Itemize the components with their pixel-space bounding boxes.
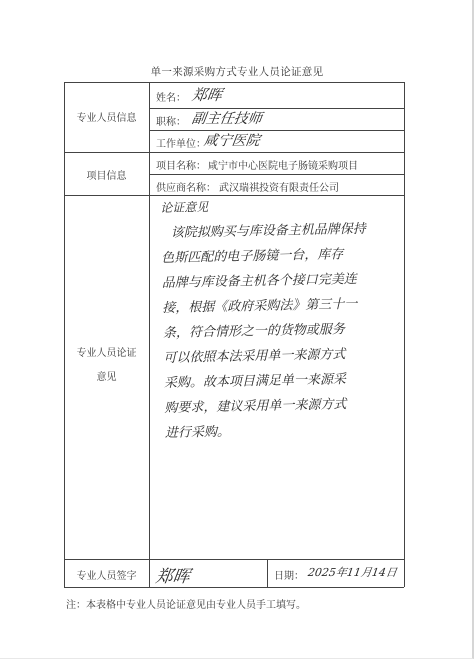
opinion-line: 该院拟购买与库设备主机品牌保持	[170, 221, 366, 241]
table-bottom-border	[64, 587, 404, 588]
date-handwritten: 2025年11月14日	[307, 566, 398, 579]
opinion-handwritten-text	[160, 191, 401, 446]
opinion-line: 品牌与库设备主机各个接口完美连	[161, 271, 357, 291]
name-label: 姓名：	[156, 93, 186, 104]
project-info-label: 项目信息	[86, 171, 127, 182]
job-title-label: 职称：	[156, 117, 186, 128]
expert-info-label: 专业人员信息	[76, 113, 137, 124]
table-left-border	[64, 82, 65, 587]
name-handwritten: 郑晖	[190, 86, 224, 104]
supplier-label: 供应商名称：	[156, 183, 216, 194]
opinion-line: 购要求，建议采用单一来源方式	[164, 397, 347, 416]
table-right-border	[404, 82, 405, 587]
signature-label: 专业人员签字	[76, 571, 137, 582]
work-unit-handwritten: 咸宁医院	[202, 133, 261, 149]
opinion-label-line1: 专业人员论证	[76, 348, 137, 359]
footnote: 注：本表格中专业人员论证意见由专业人员手工填写。	[66, 600, 306, 611]
project-name-label: 项目名称：	[156, 161, 206, 172]
row-divider	[149, 108, 404, 109]
opinion-line: 可以依照本法采用单一来源方式	[163, 347, 346, 366]
row-divider	[64, 559, 404, 560]
row-divider	[64, 152, 404, 153]
opinion-line: 进行采购。	[164, 424, 231, 441]
row-divider	[149, 130, 404, 131]
opinion-label-line2: 意见	[96, 372, 117, 383]
row-divider	[149, 174, 404, 175]
project-name-value: 咸宁市中心医院电子肠镜采购项目	[208, 161, 358, 172]
opinion-line: 论证意见	[160, 199, 209, 215]
opinion-line: 色斯匹配的电子肠镜一台，库存	[161, 247, 344, 266]
column-divider	[149, 82, 150, 587]
supplier-value: 武汉瑞祺投资有限责任公司	[219, 183, 339, 194]
opinion-line: 接，根据《政府采购法》第三十一	[162, 296, 358, 316]
job-title-handwritten: 副主任技师	[190, 111, 263, 127]
opinion-line: 条，符合情形之一的货物或服务	[162, 322, 346, 341]
signature-handwritten: 郑晖	[154, 567, 192, 587]
opinion-line: 采购。故本项目满足单一来源采	[163, 372, 347, 391]
date-cell-divider	[267, 559, 268, 587]
document-title: 单一来源采购方式专业人员论证意见	[150, 66, 324, 78]
work-unit-label: 工作单位：	[156, 139, 206, 150]
table-top-border	[64, 82, 404, 83]
date-label: 日期：	[274, 571, 304, 582]
